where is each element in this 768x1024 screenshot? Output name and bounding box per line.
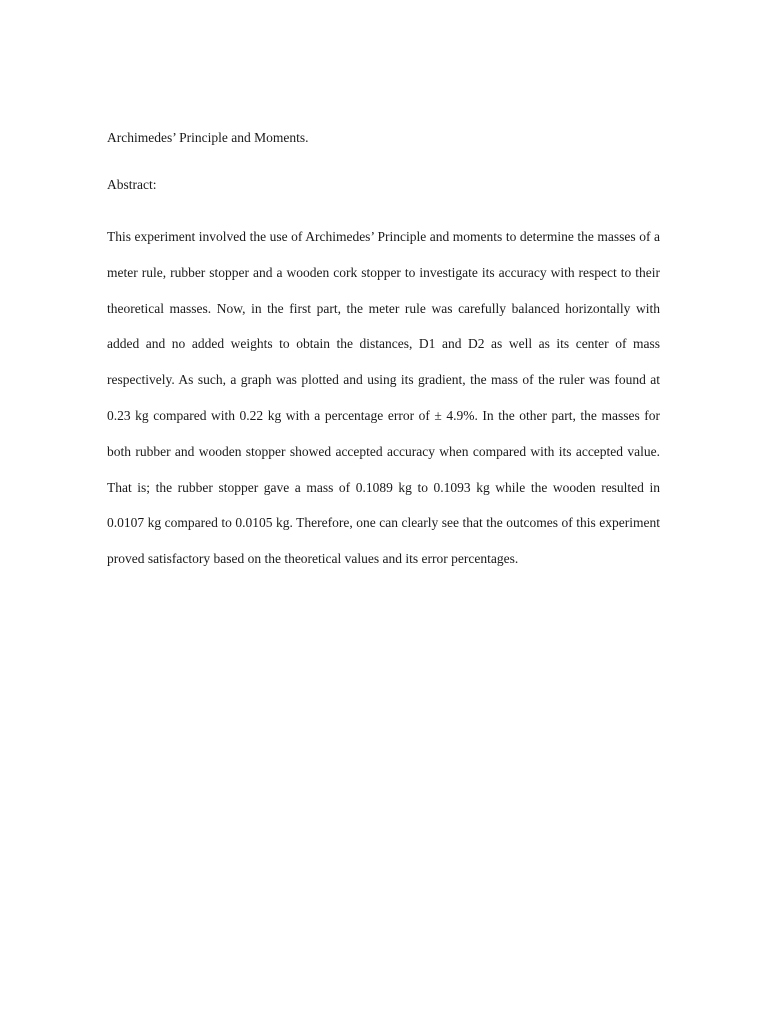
- abstract-heading: Abstract:: [107, 177, 157, 192]
- document-page: [107, 128, 660, 567]
- abstract-paragraph: This experiment involved the use of Archimedes’ Principle and moments to determine the masses of a meter rule, rubber stopper and a wooden cork stopper to investigate its accuracy with respect to their theoretical masses. Now, in the first part, the meter rule was carefully balanced horizontally with added and no added weights to obtain the distances, D1 and D2 as well as its center of mass respectively. As such, a graph was plotted and using its gradient, the mass of the ruler was found at 0.23 kg compared with 0.22 kg with a percentage error of ± 4.9%. In the other part, the masses for both rubber and wooden stopper showed accepted accuracy when compared with its accepted value. That is; the rubber stopper gave a mass of 0.1089 kg to 0.1093 kg while the wooden resulted in 0.0107 kg compared to 0.0105 kg. Therefore, one can clearly see that the outcomes of this experiment proved satisfactory based on the theoretical values and its error percentages.: [107, 229, 660, 567]
- document-title: Archimedes’ Principle and Moments.: [107, 130, 309, 145]
